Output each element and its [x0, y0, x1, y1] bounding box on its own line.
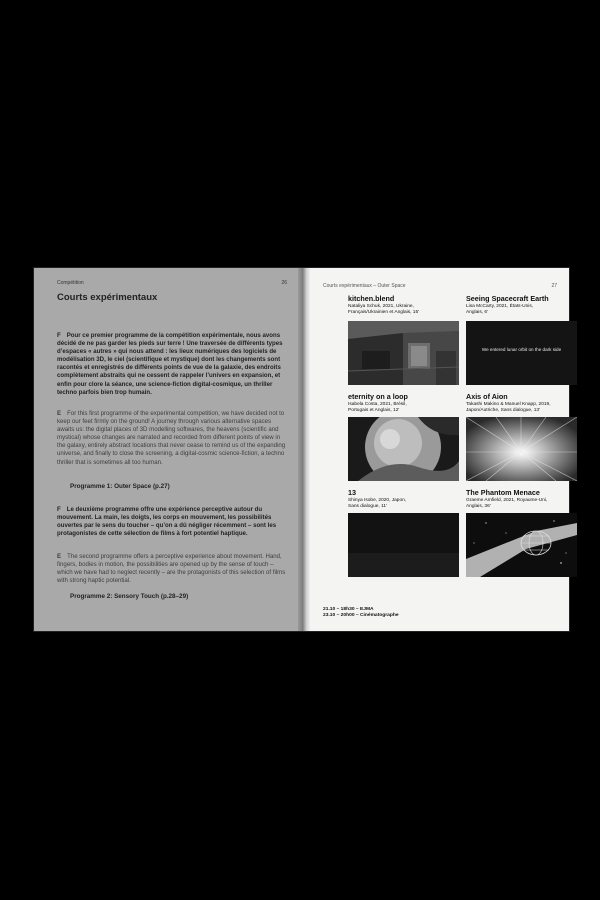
film-meta: [348, 304, 466, 316]
film-entry: [466, 295, 584, 316]
page-title: Courts expérimentaux: [57, 292, 158, 303]
language-marker: E: [57, 553, 62, 560]
screening-1: 21.10 – 18h30 – EJMA: [323, 607, 374, 612]
film-title: kitchen.blend: [348, 294, 395, 303]
still-caption: We entered lunar orbit on the dark side: [481, 347, 562, 352]
paragraph-text: Pour ce premier programme de la compétition expérimentale, nous avons décidé de ne pas garder les pieds sur terre ! Une traversée de différents types d’espaces « autres » qui nous attend : les lieux numériques des logiciels de modélisation 3D, le ciel (scientifique et mystique) dont les changements sont racontés et enregistrés de différents points de vue de la galaxie, des endroits complètement abstraits qui ne cessent de rappeler l’univers en expansion, et enfin pour clore la séance, une science-fiction digital-cosmique, un thriller techno parfois bien trop humain.: [57, 332, 283, 396]
paragraph-text: The second programme offers a perceptive experience about movement. Hand, fingers, bodies in motion, the possibilities are opened up by the sense of touch – which we have had to neglect recently – are the protagonists of this selection of films with strong haptic potential.: [57, 553, 286, 585]
film-still-kitchen-blend: [348, 321, 459, 385]
book-gutter: [298, 268, 310, 631]
film-title: 13: [348, 488, 356, 497]
film-language-duration: Anglais, 6': [466, 309, 488, 315]
film-title: Axis of Aion: [466, 392, 508, 401]
right-page: [310, 268, 569, 631]
paragraph-text: For this first programme of the experimental competition, we have decided not to keep our feet firmly on the ground! A journey through various alternative spaces awaits us: the digital places of 3D modelling softwares, the heavens (scientific and mystical) whose changes are narrated and recorded from different points of view in the galaxy, entirely abstract locations that never cease to remind us of the expanding universe, and finally to close the screening, a digital-cosmic science-fiction, a techno thriller that is sometimes all too human.: [57, 410, 286, 466]
language-marker: F: [57, 506, 61, 513]
film-still-axis-of-aion: [466, 417, 577, 481]
film-still-13: [348, 513, 459, 577]
language-marker: E: [57, 410, 62, 417]
film-entry: [466, 489, 584, 510]
screening-2: 23.10 – 20h00 – Cinématographe: [323, 613, 399, 618]
film-title: Seeing Spacecraft Earth: [466, 294, 549, 303]
film-still-seeing-spacecraft-earth: [466, 321, 577, 385]
paragraph-english-2: [57, 553, 289, 585]
film-credit: Lisa McCarty, 2021, États-Unis,: [466, 304, 534, 309]
language-marker: F: [57, 332, 61, 339]
film-title: The Phantom Menace: [466, 488, 540, 497]
page-number: 26: [281, 280, 287, 286]
section-label: Courts expérimentaux – Outer Space: [323, 283, 406, 289]
film-still-the-phantom-menace: [466, 513, 577, 577]
film-meta: [348, 402, 466, 414]
film-entry: [348, 489, 466, 510]
paragraph-french-2: [57, 506, 289, 538]
film-language-duration: Portugais et Anglais, 12': [348, 407, 400, 413]
left-page: [34, 268, 298, 631]
right-page-header: [323, 283, 557, 289]
film-credit: Shinya Isobe, 2020, Japon,: [348, 498, 407, 503]
film-language-duration: Français/Ukrainien et Anglais, 15': [348, 309, 420, 315]
film-language-duration: Anglais, 36': [466, 503, 491, 509]
film-meta: [466, 402, 584, 414]
film-credit: Isabela Costa, 2021, Brésil,: [348, 402, 407, 407]
film-entry: [348, 393, 466, 414]
section-label: Compétition: [57, 280, 84, 286]
film-entry: [348, 295, 466, 316]
film-credit: Graeme Arnfield, 2021, Royaume-Uni,: [466, 498, 548, 503]
page-number: 27: [551, 283, 557, 289]
film-language-duration: Sans dialogue, 11': [348, 503, 387, 509]
film-still-eternity-on-a-loop: [348, 417, 459, 481]
open-book: [34, 268, 569, 631]
film-meta: [466, 304, 584, 316]
programme-1-link: Programme 1: Outer Space (p.27): [70, 483, 170, 490]
film-title: eternity on a loop: [348, 392, 408, 401]
film-meta: [348, 498, 466, 510]
screening-times: [323, 607, 399, 619]
film-credit: Takashi Makino & Manuel Knapp, 2019,: [466, 402, 551, 407]
film-meta: [466, 498, 584, 510]
film-credit: Nataliya Schuk, 2021, Ukraine,: [348, 304, 414, 309]
film-language-duration: Japon/Autriche, Sans dialogue, 13': [466, 407, 540, 413]
paragraph-french-1: [57, 332, 289, 397]
paragraph-english-1: [57, 410, 289, 467]
programme-2-link: Programme 2: Sensory Touch (p.28–29): [70, 593, 189, 600]
film-entry: [466, 393, 584, 414]
paragraph-text: Le deuxième programme offre une expérience perceptive autour du mouvement. La main, les doigts, les corps en mouvement, les possibilités ouvertes par le sens du toucher – qu’on a dû négliger récemment – sont les protagonistes de cette sélection de films à fort potentiel haptique.: [57, 506, 277, 538]
left-page-header: [57, 280, 287, 286]
